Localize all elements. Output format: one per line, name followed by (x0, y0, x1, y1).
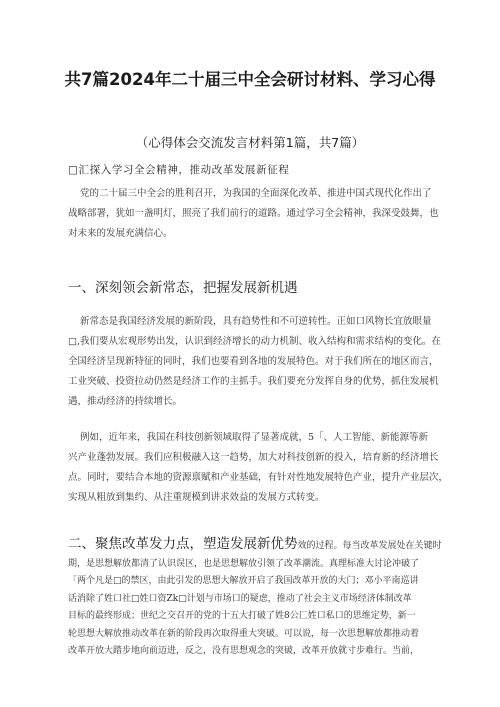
text-line: 例如，近年来，我国在科技创新领域取得了显著成就，5「、人工智能、新能源等新 (80, 432, 429, 443)
section-2-block (68, 536, 468, 661)
text-line: 点。同时，要结合本地的资源禀赋和产业基础，有针对性地发展特色产业，提升产业层次， (68, 472, 449, 483)
text-line: 「两个凡是□的禁区，由此引发的思想大解放开启了我国改革开放的大门；邓小平南巡讲 (68, 576, 419, 586)
page-subtitle: （心得体会交流发言材料第1篇，共7篇） (135, 135, 365, 150)
text-line: 改革开放大踏步地向前迈进，反之，没有思想观念的突破，改革开放就寸步难行。当前， (68, 646, 420, 656)
heading-tail-text: 效的过程。每当改革发展处在关键时 (297, 541, 442, 551)
paragraph-3 (68, 428, 468, 508)
paragraph-2 (68, 312, 468, 412)
text-line: 党的二十届三中全会的胜利召开，为我国的全面深化改革、推进中国式现代化作出了 (80, 188, 432, 199)
text-line: 期，是思想解放都清了认识误区，也是思想解放引领了改革潮流。真理标准大讨论冲破了 (68, 558, 420, 569)
page-title: 共7篇2024年二十届三中全会研讨材料、学习心得 (64, 70, 436, 89)
section-heading-1: 一、深刻领会新常态，把握发展新机遇 (68, 280, 298, 296)
text-line: 话消除了姓口社□姓口资Zk□计划与市场口的疑虑，推动了社会主义市场经济体制改革 (68, 593, 412, 604)
text-line: 轮思想大解放推动改革在新的阶段再次取得重大突破。可以说，每一次思想解放都推动着 (68, 628, 420, 639)
section-heading-2: 二、聚焦改革发力点，塑造发展新优势 (68, 536, 298, 552)
text-line: 遇，推动经济的持续增长。 (68, 396, 183, 407)
text-line: □,我们要从宏观形势出发，认识到经济增长的动力机制、收入结构和需求结构的变化。在 (68, 336, 441, 347)
lead-line: □汇探入学习全会精神，推动改革发展新征程 (68, 164, 290, 176)
text-line: 兴产业蓬勃发展。我们应积极融入这一趋势，加大对科技创新的投入，培育新的经济增长 (68, 452, 439, 463)
text-line: 新常态是我国经济发展的新阶段，具有趋势性和不可逆转性。正如口风物长宜放眼量 (80, 316, 432, 327)
paragraph-1 (68, 184, 468, 244)
text-line: 工业突破、投资拉动仍然是经济工作的主抓手。我们要充分发挥自身的优势，抓住发展机 (68, 376, 439, 387)
heading-line (68, 536, 468, 556)
text-line: 全国经济呈现新特征的同时，我们也要看到各地的发展特色。对于我们所在的地区而言， (68, 356, 439, 367)
text-line: 目标的最终形成；世纪之交召开的党的十五大打破了姓8公匚姓口私口的思维定势，新一 (68, 611, 416, 621)
text-line: 对未来的发展充满信心。 (68, 228, 173, 239)
text-line: 实现从粗放到集约、从注重规模到讲求效益的发展方式转变。 (68, 492, 325, 503)
text-line: 战略部署，犹如一盏明灯，照亮了我们前行的道路。通过学习全会精神，我深受鼓舞，也 (68, 208, 439, 219)
